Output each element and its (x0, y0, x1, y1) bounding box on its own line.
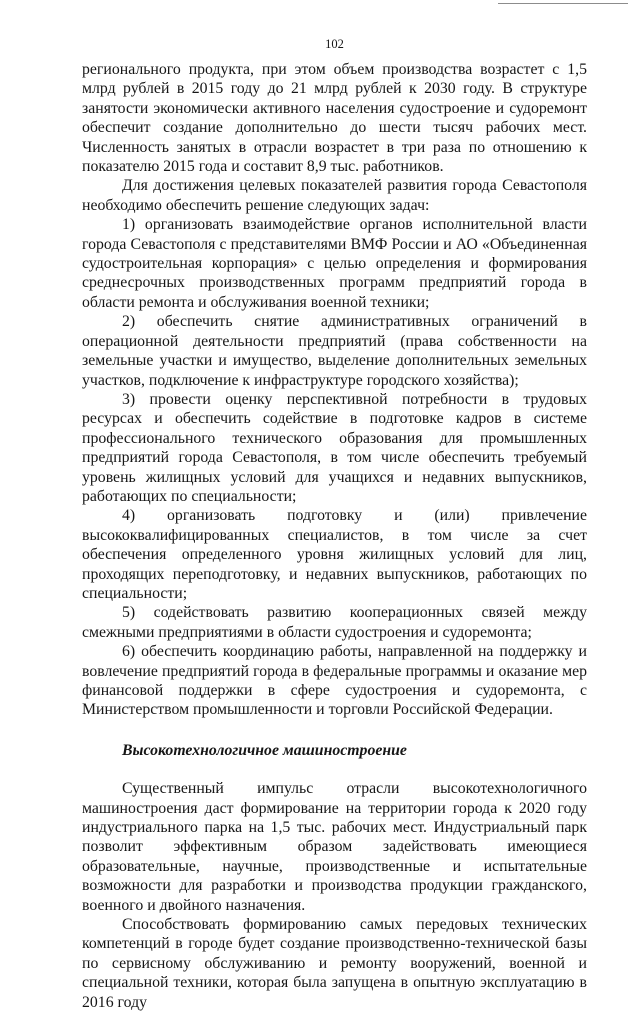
paragraph-tasks-intro: Для достижения целевых показателей развития города Севастополя необходимо обеспечить решение следующих задач: (82, 177, 587, 214)
list-item-task-5: 5) содействовать развитию кооперационных связей между смежными предприятиями в области судостроения и судоремонта; (82, 604, 587, 641)
paragraph-competencies: Способствовать формированию самых передовых технических компетенций в городе будет создание производственно-технической базы по сервисному обслуживанию и ремонту вооружений, военной и специальной техники, которая была запущена в опытную эксплуатацию в 2016 году (82, 916, 587, 1011)
paragraph-regional-product: регионального продукта, при этом объем производства возрастет с 1,5 млрд рублей в 2015 году до 21 млрд рублей к 2030 году. В структуре занятости экономически активного населения судостроение и судоремонт обеспечит создание дополнительно до шести тысяч рабочих мест. Численность занятых в отрасли возрастет в три раза по отношению к показателю 2015 года и составит 8,9 тыс. работников. (82, 61, 587, 176)
page-number: 102 (325, 37, 344, 51)
paragraph-industrial-park: Существенный импульс отрасли высокотехнологичного машиностроения даст формирование на территории города к 2020 году индустриального парка на 1,5 тыс. рабочих мест. Индустриальный парк позволит эффективным образом задействовать имеющиеся образовательные, научные, производственные и испытательные возможности для разработки и производства продукции гражданского, военного и двойного назначения. (82, 780, 587, 914)
section-heading: Высокотехнологичное машиностроение (122, 741, 407, 759)
list-item-task-2: 2) обеспечить снятие административных ограничений в операционной деятельности предприятий (права собственности на земельные участки и имущество, выделение дополнительных земельных участков, подключение к инфраструктуре городского хозяйства); (82, 313, 587, 389)
list-item-task-4: 4) организовать подготовку и (или) привлечение высококвалифицированных специалистов, в том числе за счет обеспечения определенного уровня жилищных условий для лиц, проходящих переподготовку, и недавних выпускников, работающих по специальности; (82, 507, 587, 602)
list-item-task-1: 1) организовать взаимодействие органов исполнительной власти города Севастополя с представителями ВМФ России и АО «Объединенная судостроительная корпорация» с целью определения и формирования среднесрочных производственных программ предприятий города в области ремонта и обслуживания военной техники; (82, 216, 587, 311)
list-item-task-6: 6) обеспечить координацию работы, направленной на поддержку и вовлечение предприятий города в федеральные программы и оказание мер финансовой поддержки в сфере судостроения и судоремонта, с Министерством промышленности и торговли Российской Федерации. (82, 643, 587, 719)
scan-edge-line (498, 3, 628, 4)
list-item-task-3: 3) провести оценку перспективной потребности в трудовых ресурсах и обеспечить содействие в подготовке кадров в системе профессионального технического образования для промышленных предприятий города Севастополя, в том числе обеспечить требуемый уровень жилищных условий для учащихся и недавних выпускников, работающих по специальности; (82, 390, 587, 505)
document-body (82, 60, 587, 1012)
